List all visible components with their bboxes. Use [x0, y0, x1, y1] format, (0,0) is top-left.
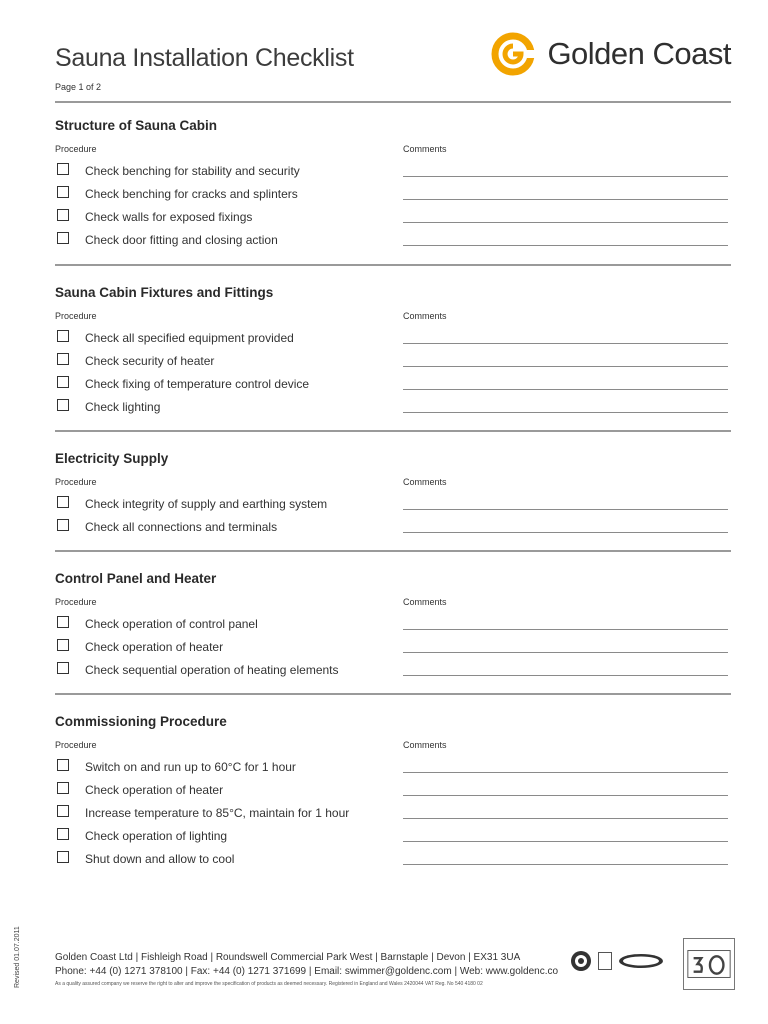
- bishta-logo-icon: [618, 953, 664, 969]
- checklist-item: [55, 613, 731, 636]
- comment-line[interactable]: [403, 412, 728, 413]
- checkbox[interactable]: [57, 782, 69, 794]
- checkbox[interactable]: [57, 616, 69, 628]
- procedure-header: Procedure: [55, 144, 97, 154]
- comments-header: Comments: [403, 144, 447, 154]
- section-title: Commissioning Procedure: [55, 714, 227, 729]
- checkbox[interactable]: [57, 209, 69, 221]
- footer-contact: Phone: +44 (0) 1271 378100 | Fax: +44 (0) 1271 371699 | Email: swimmer@goldenc.com | Web: www.goldenc.co: [55, 966, 559, 977]
- procedure-header: Procedure: [55, 311, 97, 321]
- comment-line[interactable]: [403, 629, 728, 630]
- golden-coast-logo: [491, 32, 731, 76]
- accreditation-seal-icon: [570, 950, 592, 972]
- checkbox[interactable]: [57, 519, 69, 531]
- comment-line[interactable]: [403, 841, 728, 842]
- checklist-item: [55, 825, 731, 848]
- item-label: Check operation of heater: [85, 640, 224, 654]
- comment-line[interactable]: [403, 222, 728, 223]
- comment-line[interactable]: [403, 389, 728, 390]
- checkbox[interactable]: [57, 639, 69, 651]
- item-label: Check lighting: [85, 400, 161, 414]
- checklist-item: [55, 160, 731, 183]
- item-label: Check walls for exposed fixings: [85, 210, 253, 224]
- checkbox[interactable]: [57, 186, 69, 198]
- comment-line[interactable]: [403, 199, 728, 200]
- comment-line[interactable]: [403, 245, 728, 246]
- comment-line[interactable]: [403, 176, 728, 177]
- comment-line[interactable]: [403, 509, 728, 510]
- checkbox[interactable]: [57, 828, 69, 840]
- footer-legal: As a quality assured company we reserve the right to alter and improve the specification of products as deemed necessary. Registered in England and Wales 2420044 VAT Reg. No 540 4180 02: [55, 981, 483, 987]
- checklist-item: [55, 229, 731, 252]
- comment-line[interactable]: [403, 652, 728, 653]
- item-label: Check benching for cracks and splinters: [85, 187, 298, 201]
- item-label: Check all connections and terminals: [85, 520, 278, 534]
- section-divider: [55, 550, 731, 552]
- comment-line[interactable]: [403, 864, 728, 865]
- checkbox[interactable]: [57, 232, 69, 244]
- golden-coast-logo-icon: [491, 32, 535, 76]
- checkbox[interactable]: [57, 759, 69, 771]
- checklist-item: [55, 659, 731, 682]
- page-title: Sauna Installation Checklist: [55, 44, 354, 72]
- checklist-item: [55, 636, 731, 659]
- checklist-item: [55, 848, 731, 871]
- item-label: Check door fitting and closing action: [85, 233, 278, 247]
- checklist-item: [55, 802, 731, 825]
- item-label: Check integrity of supply and earthing system: [85, 497, 328, 511]
- section-title: Electricity Supply: [55, 451, 169, 466]
- checkbox[interactable]: [57, 662, 69, 674]
- checklist-item: [55, 350, 731, 373]
- procedure-header: Procedure: [55, 597, 97, 607]
- item-label: Check operation of lighting: [85, 829, 228, 843]
- section-electricity: [55, 451, 731, 534]
- item-label: Switch on and run up to 60°C for 1 hour: [85, 760, 296, 774]
- item-label: Check all specified equipment provided: [85, 331, 294, 345]
- checkbox[interactable]: [57, 496, 69, 508]
- section-divider: [55, 430, 731, 432]
- checklist-item: [55, 493, 731, 516]
- anniversary-30-icon: [683, 938, 735, 990]
- comments-header: Comments: [403, 477, 447, 487]
- checkbox[interactable]: [57, 851, 69, 863]
- section-fixtures: [55, 285, 731, 414]
- item-label: Check fixing of temperature control device: [85, 377, 310, 391]
- page-number: Page 1 of 2: [55, 82, 102, 92]
- checklist-item: [55, 206, 731, 229]
- checkbox[interactable]: [57, 163, 69, 175]
- comment-line[interactable]: [403, 818, 728, 819]
- item-label: Shut down and allow to cool: [85, 852, 235, 866]
- accreditation-badges: [570, 950, 664, 972]
- procedure-header: Procedure: [55, 477, 97, 487]
- comment-line[interactable]: [403, 795, 728, 796]
- item-label: Check security of heater: [85, 354, 215, 368]
- comment-line[interactable]: [403, 343, 728, 344]
- checklist-item: [55, 756, 731, 779]
- comment-line[interactable]: [403, 366, 728, 367]
- certification-mark-icon: [598, 952, 612, 970]
- footer-address: Golden Coast Ltd | Fishleigh Road | Roundswell Commercial Park West | Barnstaple | Devon | EX31 3UA: [55, 952, 521, 963]
- comment-line[interactable]: [403, 675, 728, 676]
- checklist-item: [55, 327, 731, 350]
- checklist-item: [55, 396, 731, 419]
- comments-header: Comments: [403, 311, 447, 321]
- section-divider: [55, 693, 731, 695]
- checklist-item: [55, 779, 731, 802]
- checklist-item: [55, 373, 731, 396]
- item-label: Check sequential operation of heating elements: [85, 663, 339, 677]
- section-title: Control Panel and Heater: [55, 571, 217, 586]
- comments-header: Comments: [403, 740, 447, 750]
- checklist-item: [55, 183, 731, 206]
- item-label: Check operation of heater: [85, 783, 224, 797]
- document-header: [55, 36, 735, 102]
- section-commissioning: [55, 714, 731, 866]
- checkbox[interactable]: [57, 353, 69, 365]
- checklist-item: [55, 516, 731, 539]
- checkbox[interactable]: [57, 399, 69, 411]
- comment-line[interactable]: [403, 772, 728, 773]
- item-label: Check benching for stability and security: [85, 164, 300, 178]
- section-title: Structure of Sauna Cabin: [55, 118, 218, 133]
- brand-name: Golden Coast: [547, 36, 731, 71]
- section-control-panel: [55, 571, 731, 677]
- checkbox[interactable]: [57, 805, 69, 817]
- comment-line[interactable]: [403, 532, 728, 533]
- checkbox[interactable]: [57, 376, 69, 388]
- procedure-header: Procedure: [55, 740, 97, 750]
- section-divider: [55, 264, 731, 266]
- comments-header: Comments: [403, 597, 447, 607]
- header-divider: [55, 101, 731, 103]
- footer: [55, 952, 575, 987]
- revised-date: Revised 01.07.2011: [14, 926, 21, 988]
- checkbox[interactable]: [57, 330, 69, 342]
- section-structure: [55, 118, 731, 247]
- item-label: Check operation of control panel: [85, 617, 258, 631]
- section-title: Sauna Cabin Fixtures and Fittings: [55, 285, 274, 300]
- item-label: Increase temperature to 85°C, maintain for 1 hour: [85, 806, 350, 820]
